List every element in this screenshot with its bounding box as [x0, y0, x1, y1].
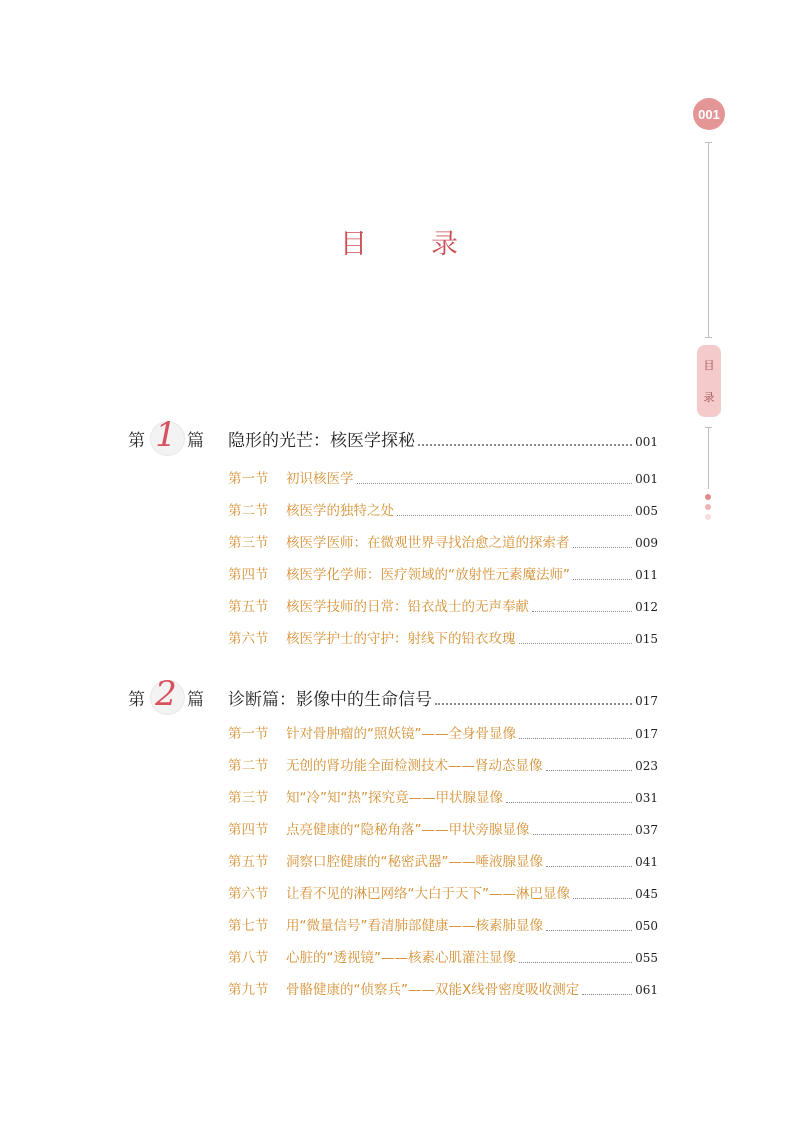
dot-leader	[418, 443, 632, 446]
section-title: 针对骨肿瘤的“照妖镜”——全身骨显像	[286, 726, 516, 742]
dot-leader	[397, 514, 632, 516]
toc-section[interactable]	[228, 814, 658, 846]
margin-line-top	[708, 142, 709, 338]
section-page: 037	[635, 823, 658, 837]
section-page: 061	[635, 983, 658, 997]
section-page: 015	[635, 632, 658, 646]
margin-dot-3	[705, 514, 711, 520]
section-number: 第三节	[228, 790, 269, 806]
part-page: 001	[635, 434, 658, 449]
dot-leader	[357, 482, 633, 484]
section-page: 012	[635, 600, 658, 614]
section-number: 第九节	[228, 982, 269, 998]
side-tab	[697, 345, 721, 417]
part-title: 诊断篇：影像中的生命信号	[228, 689, 432, 710]
section-number: 第一节	[228, 471, 269, 487]
section-title: 无创的肾功能全面检测技术——肾动态显像	[286, 758, 543, 774]
part-title: 隐形的光芒：核医学探秘	[228, 430, 415, 451]
margin-line-bottom	[708, 427, 709, 489]
dot-leader	[519, 642, 633, 644]
toc-part-1	[128, 415, 658, 655]
dot-leader	[546, 929, 632, 931]
dot-leader	[435, 702, 632, 705]
section-page: 005	[635, 504, 658, 518]
toc-section[interactable]	[228, 623, 658, 655]
section-title: 用“微量信号”看清肺部健康——核素肺显像	[286, 918, 543, 934]
section-title: 心脏的“透视镜”——核素心肌灌注显像	[286, 950, 516, 966]
section-page: 009	[635, 536, 658, 550]
section-number: 第七节	[228, 918, 269, 934]
section-number: 第五节	[228, 854, 269, 870]
section-title: 核医学医师：在微观世界寻找治愈之道的探索者	[286, 535, 570, 551]
part-label	[128, 674, 228, 716]
page-number: 001	[698, 106, 720, 122]
part-number: 1	[155, 415, 177, 455]
toc-section[interactable]	[228, 910, 658, 942]
page-title	[340, 222, 460, 261]
toc-section[interactable]	[228, 463, 658, 495]
section-number: 第四节	[228, 822, 269, 838]
toc-section[interactable]	[228, 527, 658, 559]
dot-leader	[546, 769, 633, 771]
part-number: 2	[155, 674, 177, 714]
toc-part-2	[128, 674, 658, 1006]
section-title: 初识核医学	[286, 471, 354, 487]
part-number-badge	[147, 674, 185, 716]
section-page: 031	[635, 791, 658, 805]
section-number: 第五节	[228, 599, 269, 615]
section-page: 050	[635, 919, 658, 933]
section-title: 核医学化学师：医疗领域的“放射性元素魔法师”	[286, 567, 570, 583]
dot-leader	[582, 993, 632, 995]
section-page: 011	[635, 568, 658, 582]
section-number: 第六节	[228, 886, 269, 902]
section-title: 洞察口腔健康的“秘密武器”——唾液腺显像	[286, 854, 543, 870]
part-label-pre: 第	[128, 430, 145, 451]
section-page: 023	[635, 759, 658, 773]
section-number: 第八节	[228, 950, 269, 966]
section-number: 第二节	[228, 503, 269, 519]
section-title: 让看不见的淋巴网络“大白于天下”——淋巴显像	[286, 886, 570, 902]
toc-section[interactable]	[228, 974, 658, 1006]
toc-section[interactable]	[228, 750, 658, 782]
part-label-pre: 第	[128, 689, 145, 710]
margin-dot-2	[705, 504, 711, 510]
toc-section[interactable]	[228, 591, 658, 623]
dot-leader	[546, 865, 632, 867]
page-title-char-1: 目	[340, 229, 369, 260]
toc-section[interactable]	[228, 942, 658, 974]
dot-leader	[573, 546, 633, 548]
dot-leader	[506, 801, 632, 803]
margin-dot-1	[705, 494, 711, 500]
section-number: 第三节	[228, 535, 269, 551]
section-page: 041	[635, 855, 658, 869]
toc-section[interactable]	[228, 846, 658, 878]
part-label	[128, 415, 228, 457]
section-number: 第二节	[228, 758, 269, 774]
section-title: 核医学护士的守护：射线下的铅衣玫瑰	[286, 631, 516, 647]
section-page: 055	[635, 951, 658, 965]
section-number: 第六节	[228, 631, 269, 647]
toc-part-heading[interactable]	[128, 415, 658, 458]
toc-section[interactable]	[228, 878, 658, 910]
section-page: 045	[635, 887, 658, 901]
toc-part-heading[interactable]	[128, 674, 658, 717]
dot-leader	[573, 897, 632, 899]
dot-leader	[573, 578, 632, 580]
page-number-badge	[693, 98, 725, 130]
toc-section[interactable]	[228, 495, 658, 527]
section-number: 第一节	[228, 726, 269, 742]
part-page: 017	[635, 693, 658, 708]
part-number-badge	[147, 415, 185, 457]
section-title: 点亮健康的“隐秘角落”——甲状旁腺显像	[286, 822, 530, 838]
part-label-post: 篇	[187, 430, 204, 451]
section-title: 骨骼健康的“侦察兵”——双能X线骨密度吸收测定	[286, 982, 580, 998]
toc-section[interactable]	[228, 782, 658, 814]
toc-section[interactable]	[228, 718, 658, 750]
section-page: 001	[635, 472, 658, 486]
section-title: 核医学的独特之处	[286, 503, 394, 519]
part-label-post: 篇	[187, 689, 204, 710]
dot-leader	[519, 737, 632, 739]
side-tab-char-1: 目	[703, 359, 715, 372]
section-title: 知“冷”知“热”探究竟——甲状腺显像	[286, 790, 503, 806]
dot-leader	[519, 961, 632, 963]
dot-leader	[533, 833, 633, 835]
section-number: 第四节	[228, 567, 269, 583]
section-page: 017	[635, 727, 658, 741]
dot-leader	[532, 610, 632, 612]
page-title-char-2: 录	[431, 229, 460, 260]
toc-section[interactable]	[228, 559, 658, 591]
section-title: 核医学技师的日常：铅衣战士的无声奉献	[286, 599, 529, 615]
side-tab-char-2: 录	[703, 391, 715, 404]
